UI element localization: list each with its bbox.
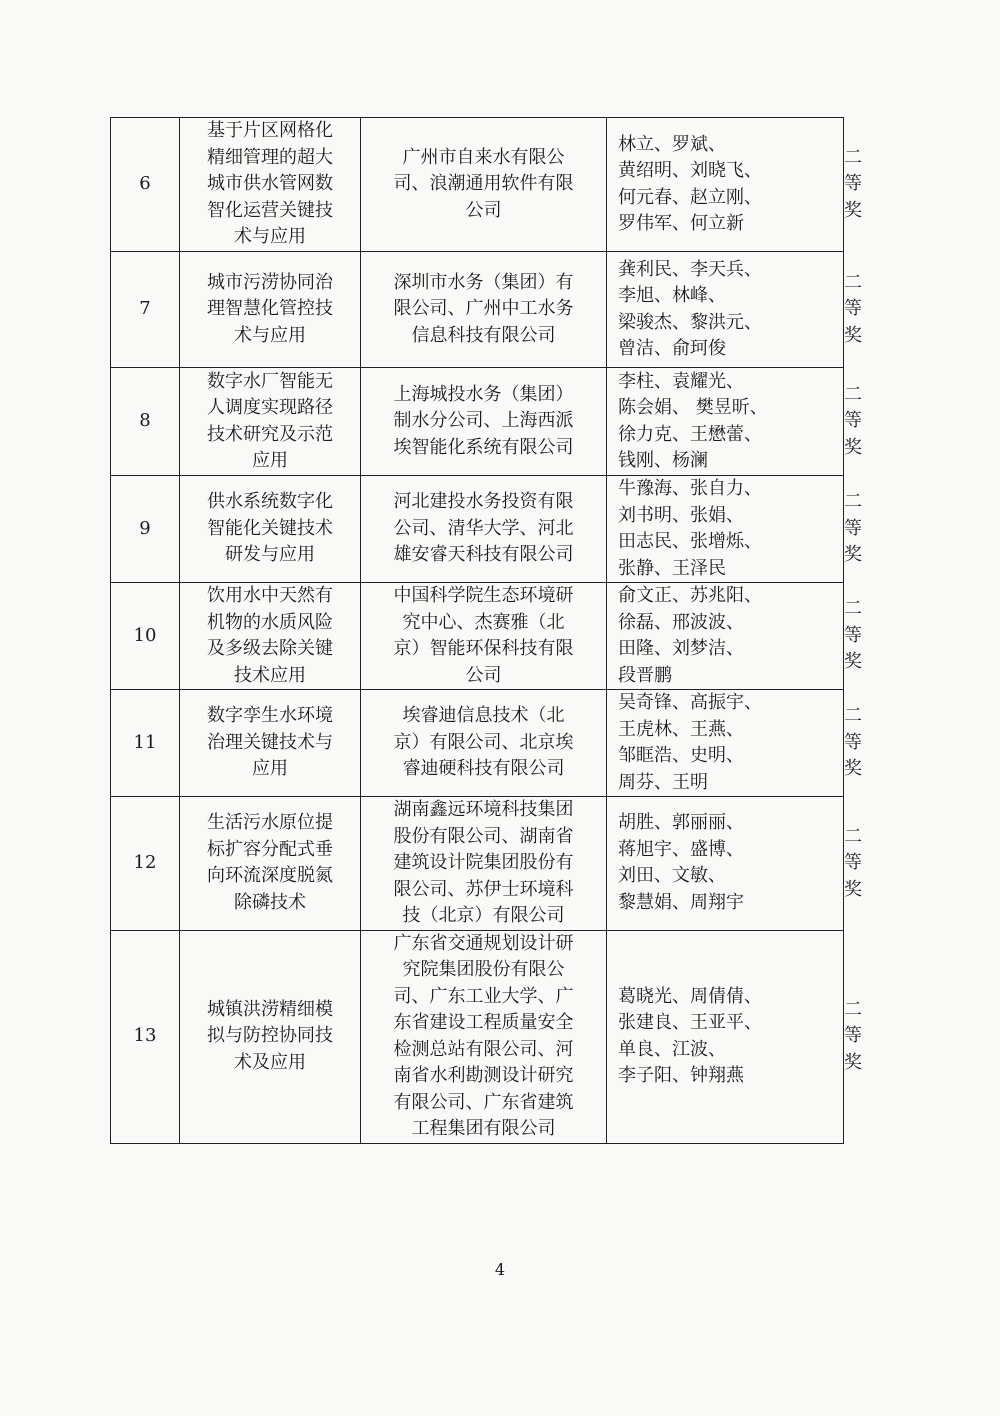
contributors-line: 罗伟军、何立新 [618,213,744,234]
project-name-line: 城镇洪涝精细模 [207,998,333,1020]
contributors-line: 田志民、张增烁、 [618,531,762,552]
organizations-line: 埃智能化系统有限公司 [393,436,574,458]
organizations-line: 制水分公司、上海西派 [393,410,574,432]
project-name-line: 供水系统数字化 [207,491,333,513]
contributors-line: 黄绍明、刘晓飞、 [618,160,762,181]
project-name-line: 饮用水中天然有 [207,585,333,606]
project-name [180,118,361,252]
row-number: 9 [111,476,180,583]
contributors-line: 曾洁、俞珂俊 [618,338,726,359]
contributors-line: 葛晓光、周倩倩、 [618,985,762,1007]
organizations-line: 上海城投水务（集团） [393,383,574,405]
contributors-line: 刘田、文敏、 [618,865,726,887]
contributors-line: 梁骏杰、黎洪元、 [618,311,762,333]
contributors-line: 张建良、王亚平、 [618,1012,762,1033]
project-name-line: 术与应用 [234,226,306,248]
project-name-line: 生活污水原位提 [207,812,333,834]
organizations-line: 限公司、广州中工水务 [393,298,574,320]
organizations-line: 河北建投水务投资有限 [393,491,574,513]
organizations [361,583,607,690]
organizations-line: 限公司、苏伊士环境科 [393,878,574,900]
contributors-line: 吴奇锋、高振宇、 [618,692,762,713]
contributors-line: 刘书明、张娟、 [618,504,744,526]
contributors-line: 黎慧娟、周翔宇 [618,891,744,913]
project-name-line: 数字水厂智能无 [207,370,333,392]
table-row: 9 供水系统数字化 智能化关键技术 研发与应用 河北建投水务投资有限 公司、清华大学、河北 雄安睿天科技有限公司 牛豫海、张自力、 刘书明、张娟、 田志民、张增烁、 张静、王泽民 二等奖 [111,476,844,583]
project-name [180,690,361,797]
organizations-line: 检测总站有限公司、河 [393,1038,574,1060]
organizations [361,690,607,797]
row-number: 10 [111,583,180,690]
project-name [180,476,361,583]
project-name [180,797,361,931]
project-name [180,583,361,690]
contributors-line: 牛豫海、张自力、 [618,478,762,499]
contributors [607,583,844,690]
project-name-line: 智能化关键技术 [207,517,333,539]
contributors-line: 徐磊、邢波波、 [618,611,744,633]
table-row: 10 饮用水中天然有 机物的水质风险 及多级去除关键 技术应用 中国科学院生态环境研 究中心、杰赛雅（北 京）智能环保科技有限 公司 俞文正、苏兆阳、 徐磊、邢波波、 田隆、刘梦洁、 段晋鹏 二等奖 [111,583,844,690]
contributors-line: 田隆、刘梦洁、 [618,638,744,659]
project-name [180,930,361,1143]
organizations-line: 京）智能环保科技有限 [393,638,574,659]
organizations-line: 信息科技有限公司 [411,324,556,346]
contributors-line: 周芬、王明 [618,771,708,793]
award-table [110,117,862,1144]
project-name [180,368,361,476]
project-name-line: 城市污涝协同治 [207,271,333,293]
project-name-line: 除磷技术 [234,891,306,913]
contributors-line: 李柱、袁耀光、 [618,370,744,392]
organizations-line: 有限公司、广东省建筑 [393,1091,574,1113]
project-name-line: 城市供水管网数 [207,173,333,195]
contributors [607,930,844,1143]
project-name-line: 技术研究及示范 [207,423,333,445]
organizations-line: 雄安睿天科技有限公司 [393,544,574,566]
organizations [361,797,607,931]
award-table-body [111,118,862,1144]
row-number: 12 [111,797,180,931]
contributors-line: 龚利民、李天兵、 [618,258,762,280]
table-row: 13 城镇洪涝精细模 拟与防控协同技 术及应用 广东省交通规划设计研 究院集团股份有限公 司、广东工业大学、广 东省建设工程质量安全 检测总站有限公司、河 南省水利勘测设计研究 有限公司、广东省建筑 工程集团有限公司 葛晓光、周倩倩、 张建良、王亚平、 单良、江波、 李子阳、钟翔燕 二等奖 [111,930,844,1143]
project-name-line: 技术应用 [234,664,306,686]
organizations-line: 中国科学院生态环境研 [393,585,574,606]
organizations-line: 京）有限公司、北京埃 [393,731,574,753]
project-name-line: 术与应用 [234,324,306,346]
organizations-line: 深圳市水务（集团）有 [393,271,574,293]
project-name-line: 数字孪生水环境 [207,705,333,727]
project-name-line: 人调度实现路径 [207,397,333,418]
table-row: 12 生活污水原位提 标扩容分配式垂 向环流深度脱氮 除磷技术 湖南鑫远环境科技集团 股份有限公司、湖南省 建筑设计院集团股份有 限公司、苏伊士环境科 技（北京）有限公司 胡胜、郭丽丽、 蒋旭宇、盛博、 刘田、文敏、 黎慧娟、周翔宇 二等奖 [111,797,844,931]
organizations-line: 技（北京）有限公司 [402,905,565,926]
organizations-line: 广东省交通规划设计研 [393,932,574,954]
project-name-line: 术及应用 [234,1051,306,1073]
organizations [361,930,607,1143]
project-name-line: 机物的水质风险 [207,611,333,633]
contributors [607,118,844,252]
contributors-line: 李旭、林峰、 [618,285,726,306]
project-name-line: 精细管理的超大 [207,146,333,168]
contributors-line: 林立、罗斌、 [618,133,726,155]
organizations-line: 股份有限公司、湖南省 [393,825,574,847]
table-row: 8 数字水厂智能无 人调度实现路径 技术研究及示范 应用 上海城投水务（集团） 制水分公司、上海西派 埃智能化系统有限公司 李柱、袁耀光、 陈会娟、 樊昱昕、 徐力克、王懋蕾、 钱刚、杨澜 二等奖 [111,368,844,476]
project-name-line: 研发与应用 [225,544,315,566]
row-number: 8 [111,368,180,476]
organizations-line: 湖南鑫远环境科技集团 [393,799,574,820]
organizations-line: 究院集团股份有限公 [402,959,565,980]
organizations-line: 东省建设工程质量安全 [393,1012,574,1033]
contributors-line: 徐力克、王懋蕾、 [618,423,762,445]
contributors-line: 胡胜、郭丽丽、 [618,812,744,834]
organizations [361,252,607,368]
table-row: 6 基于片区网格化 精细管理的超大 城市供水管网数 智化运营关键技 术与应用 广州市自来水有限公 司、浪潮通用软件有限 公司 林立、罗斌、 黄绍明、刘晓飞、 何元春、赵立刚、 罗伟军、何立新 二等奖 [111,118,844,252]
row-number: 7 [111,252,180,368]
contributors-line: 单良、江波、 [618,1038,726,1060]
contributors-line: 何元春、赵立刚、 [618,186,762,208]
organizations-line: 睿迪硬科技有限公司 [402,758,565,780]
organizations [361,368,607,476]
contributors-line: 蒋旭宇、盛博、 [618,838,744,860]
project-name-line: 标扩容分配式垂 [207,838,333,860]
project-name-line: 理智慧化管控技 [207,298,333,320]
contributors [607,690,844,797]
contributors-line: 王虎林、王燕、 [618,718,744,740]
project-name-line: 基于片区网格化 [207,120,333,142]
organizations-line: 司、浪潮通用软件有限 [393,173,574,195]
project-name [180,252,361,368]
project-name-line: 智化运营关键技 [207,199,333,221]
contributors [607,252,844,368]
organizations-line: 工程集团有限公司 [411,1118,556,1139]
organizations [361,476,607,583]
contributors-line: 李子阳、钟翔燕 [618,1065,744,1086]
contributors-line: 邹眶浩、史明、 [618,745,744,766]
page-number: 4 [494,1260,506,1279]
organizations-line: 公司 [465,199,502,221]
project-name-line: 应用 [252,450,288,471]
row-number: 11 [111,690,180,797]
project-name-line: 及多级去除关键 [207,638,333,659]
contributors-line: 陈会娟、 樊昱昕、 [618,397,768,418]
row-number: 13 [111,930,180,1143]
project-name-line: 治理关键技术与 [207,731,333,753]
organizations-line: 司、广东工业大学、广 [393,985,574,1007]
contributors [607,476,844,583]
contributors [607,797,844,931]
organizations-line: 广州市自来水有限公 [402,146,565,168]
project-name-line: 拟与防控协同技 [207,1025,333,1047]
project-name-line: 向环流深度脱氮 [207,865,333,887]
contributors-line: 张静、王泽民 [618,557,726,579]
row-number: 6 [111,118,180,252]
organizations-line: 南省水利勘测设计研究 [393,1065,574,1086]
organizations-line: 公司 [465,664,502,686]
organizations [361,118,607,252]
contributors-line: 钱刚、杨澜 [618,450,708,471]
table-row: 7 城市污涝协同治 理智慧化管控技 术与应用 深圳市水务（集团）有 限公司、广州中工水务 信息科技有限公司 龚利民、李天兵、 李旭、林峰、 梁骏杰、黎洪元、 曾洁、俞珂俊 二等奖 [111,252,844,368]
table-row: 11 数字孪生水环境 治理关键技术与 应用 埃睿迪信息技术（北 京）有限公司、北京埃 睿迪硬科技有限公司 吴奇锋、高振宇、 王虎林、王燕、 邹眶浩、史明、 周芬、王明 二等奖 [111,690,844,797]
organizations-line: 公司、清华大学、河北 [393,517,574,539]
contributors-line: 段晋鹏 [618,664,672,686]
contributors [607,368,844,476]
organizations-line: 究中心、杰赛雅（北 [402,611,565,633]
organizations-line: 建筑设计院集团股份有 [393,852,574,873]
project-name-line: 应用 [252,758,288,780]
organizations-line: 埃睿迪信息技术（北 [402,705,565,727]
contributors-line: 俞文正、苏兆阳、 [618,585,762,606]
